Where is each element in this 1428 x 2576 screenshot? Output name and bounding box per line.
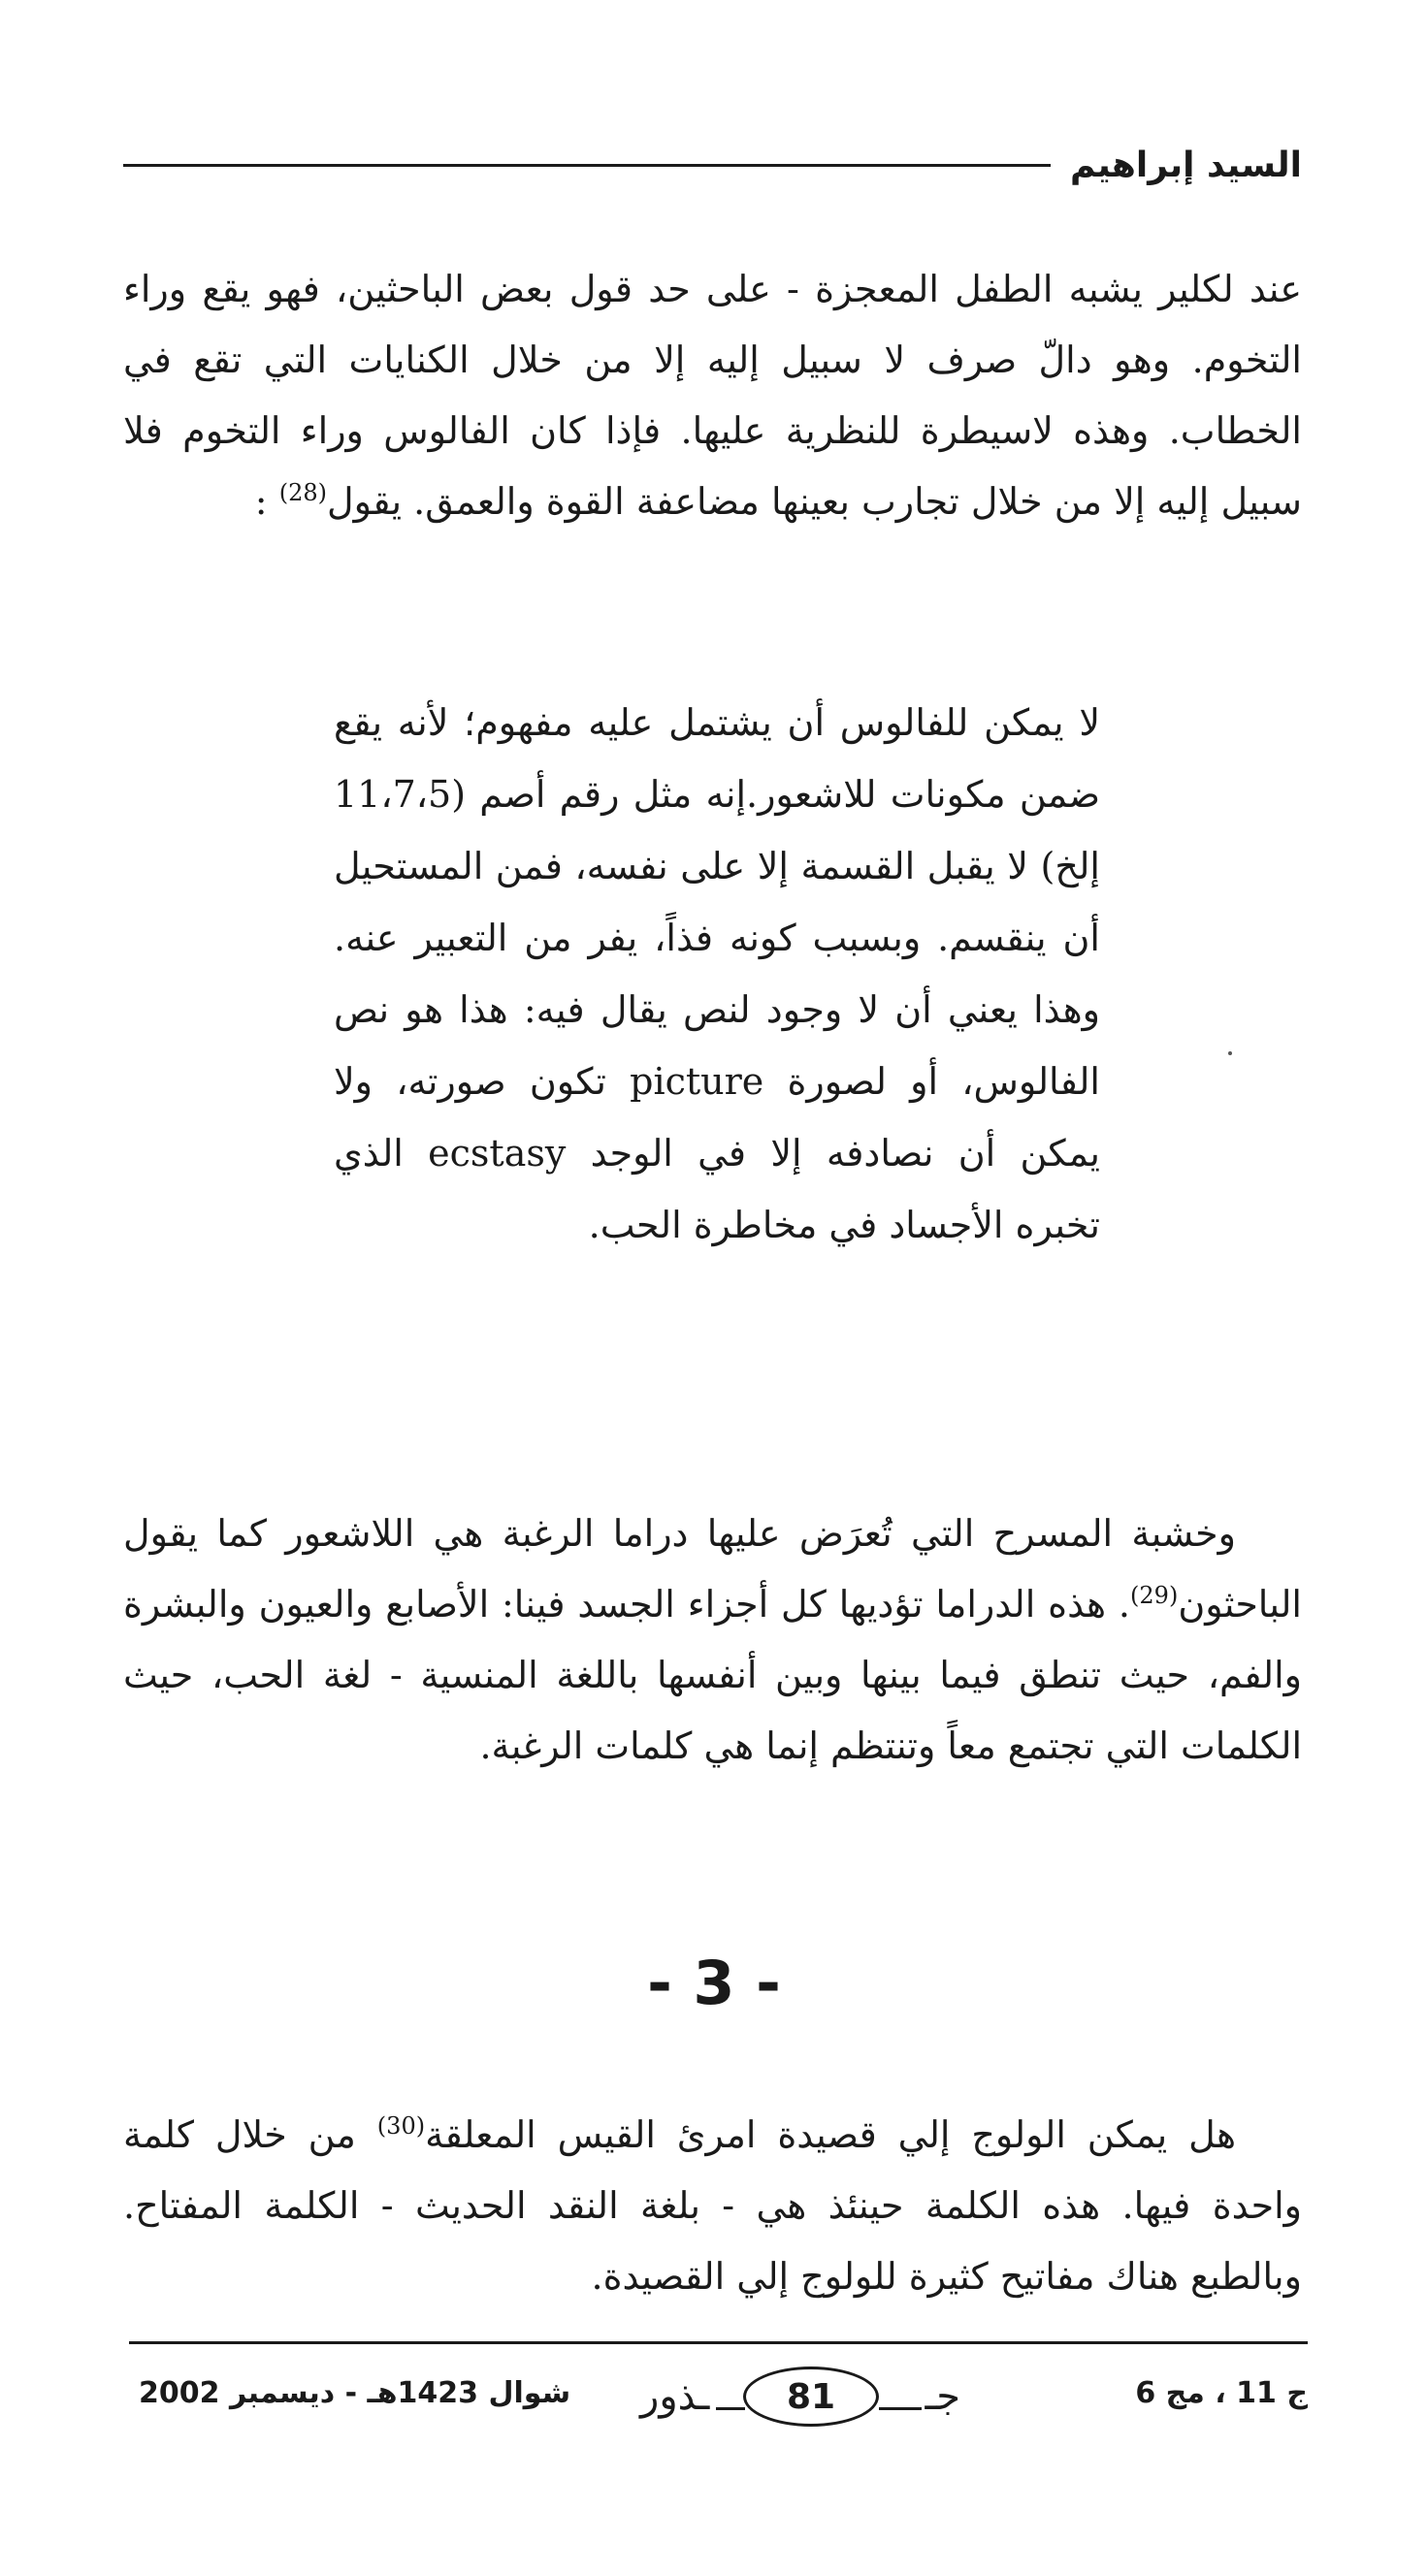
paragraph-1 — [123, 254, 1302, 537]
page-number: 81 — [786, 2376, 836, 2417]
footer-date: شوال 1423هـ - ديسمبر 2002 — [139, 2376, 571, 2410]
footer-rule — [129, 2341, 1308, 2344]
running-header-author: السيد إبراهيم — [1070, 145, 1302, 185]
block-quote — [334, 687, 1100, 1261]
footnote-ref-29: (29) — [1130, 1582, 1179, 1609]
paragraph-3-text-after: من خلال كلمة واحدة فيها. هذه الكلمة حينئذ هي - بلغة النقد الحديث - الكلمة المفتاح. وبالطبع هناك مفاتيح كثيرة للولوج إلي القصيدة. — [123, 2113, 1302, 2298]
paragraph-2 — [123, 1498, 1302, 1782]
paragraph-3 — [123, 2100, 1302, 2312]
journal-line-right — [879, 2407, 922, 2410]
footnote-ref-28: (28) — [278, 479, 327, 506]
journal-name-left: ـذور — [640, 2374, 710, 2419]
block-quote-text: لا يمكن للفالوس أن يشتمل عليه مفهوم؛ لأنه يقع ضمن مكونات للاشعور.إنه مثل رقم أصم (11،7،5 إلخ) لا يقبل القسمة إلا على نفسه، فمن المستحيل أن ينقسم. وبسبب كونه فذاً، يفر من التعبير عنه. وهذا يعني أن لا وجود لنص يقال فيه: هذا هو نص الفالوس، أو لصورة picture تكون صورته، ولا يمكن أن نصادفه إلا في الوجد ecstasy الذي تخبره الأجساد في مخاطرة الحب. — [334, 701, 1101, 1246]
running-header-rule — [123, 164, 1051, 167]
running-header — [123, 136, 1302, 194]
paragraph-2-text-after: . هذه الدراما تؤديها كل أجزاء الجسد فينا: الأصابع والعيون والبشرة والفم، حيث تنطق فيما بينها وبين أنفسها باللغة المنسية - لغة الحب، حيث الكلمات التي تجتمع معاً وتنتظم إنما هي كلمات الرغبة. — [123, 1583, 1302, 1767]
paragraph-1-text: عند لكلير يشبه الطفل المعجزة - على حد قول بعض الباحثين، فهو يقع وراء التخوم. وهو دالّ صرف لا سبيل إليه إلا من خلال الكنايات التي تقع في الخطاب. وهذه لاسيطرة للنظرية عليها. فإذا كان الفالوس وراء التخوم فلا سبيل إليه إلا من خلال تجارب بعينها مضاعفة القوة والعمق. يقول — [123, 268, 1302, 523]
page-number-oval — [743, 2367, 879, 2427]
paragraph-2-text-before: وخشبة المسرح التي تُعرَض عليها دراما الرغبة هي اللاشعور كما يقول الباحثون — [123, 1512, 1302, 1626]
journal-line-left — [716, 2407, 745, 2410]
paragraph-1-colon: : — [254, 480, 268, 523]
paragraph-3-text-before: هل يمكن الولوج إلي قصيدة امرئ القيس المعلقة — [425, 2113, 1236, 2156]
page-footer — [129, 2365, 1308, 2432]
footer-volume: ج 11 ، مج 6 — [1135, 2376, 1308, 2410]
footnote-ref-30: (30) — [376, 2112, 426, 2140]
section-number: - 3 - — [647, 1948, 781, 2018]
journal-name-right: جـ — [925, 2374, 960, 2419]
footer-journal-mark — [640, 2365, 980, 2432]
print-speck — [1228, 1051, 1232, 1055]
